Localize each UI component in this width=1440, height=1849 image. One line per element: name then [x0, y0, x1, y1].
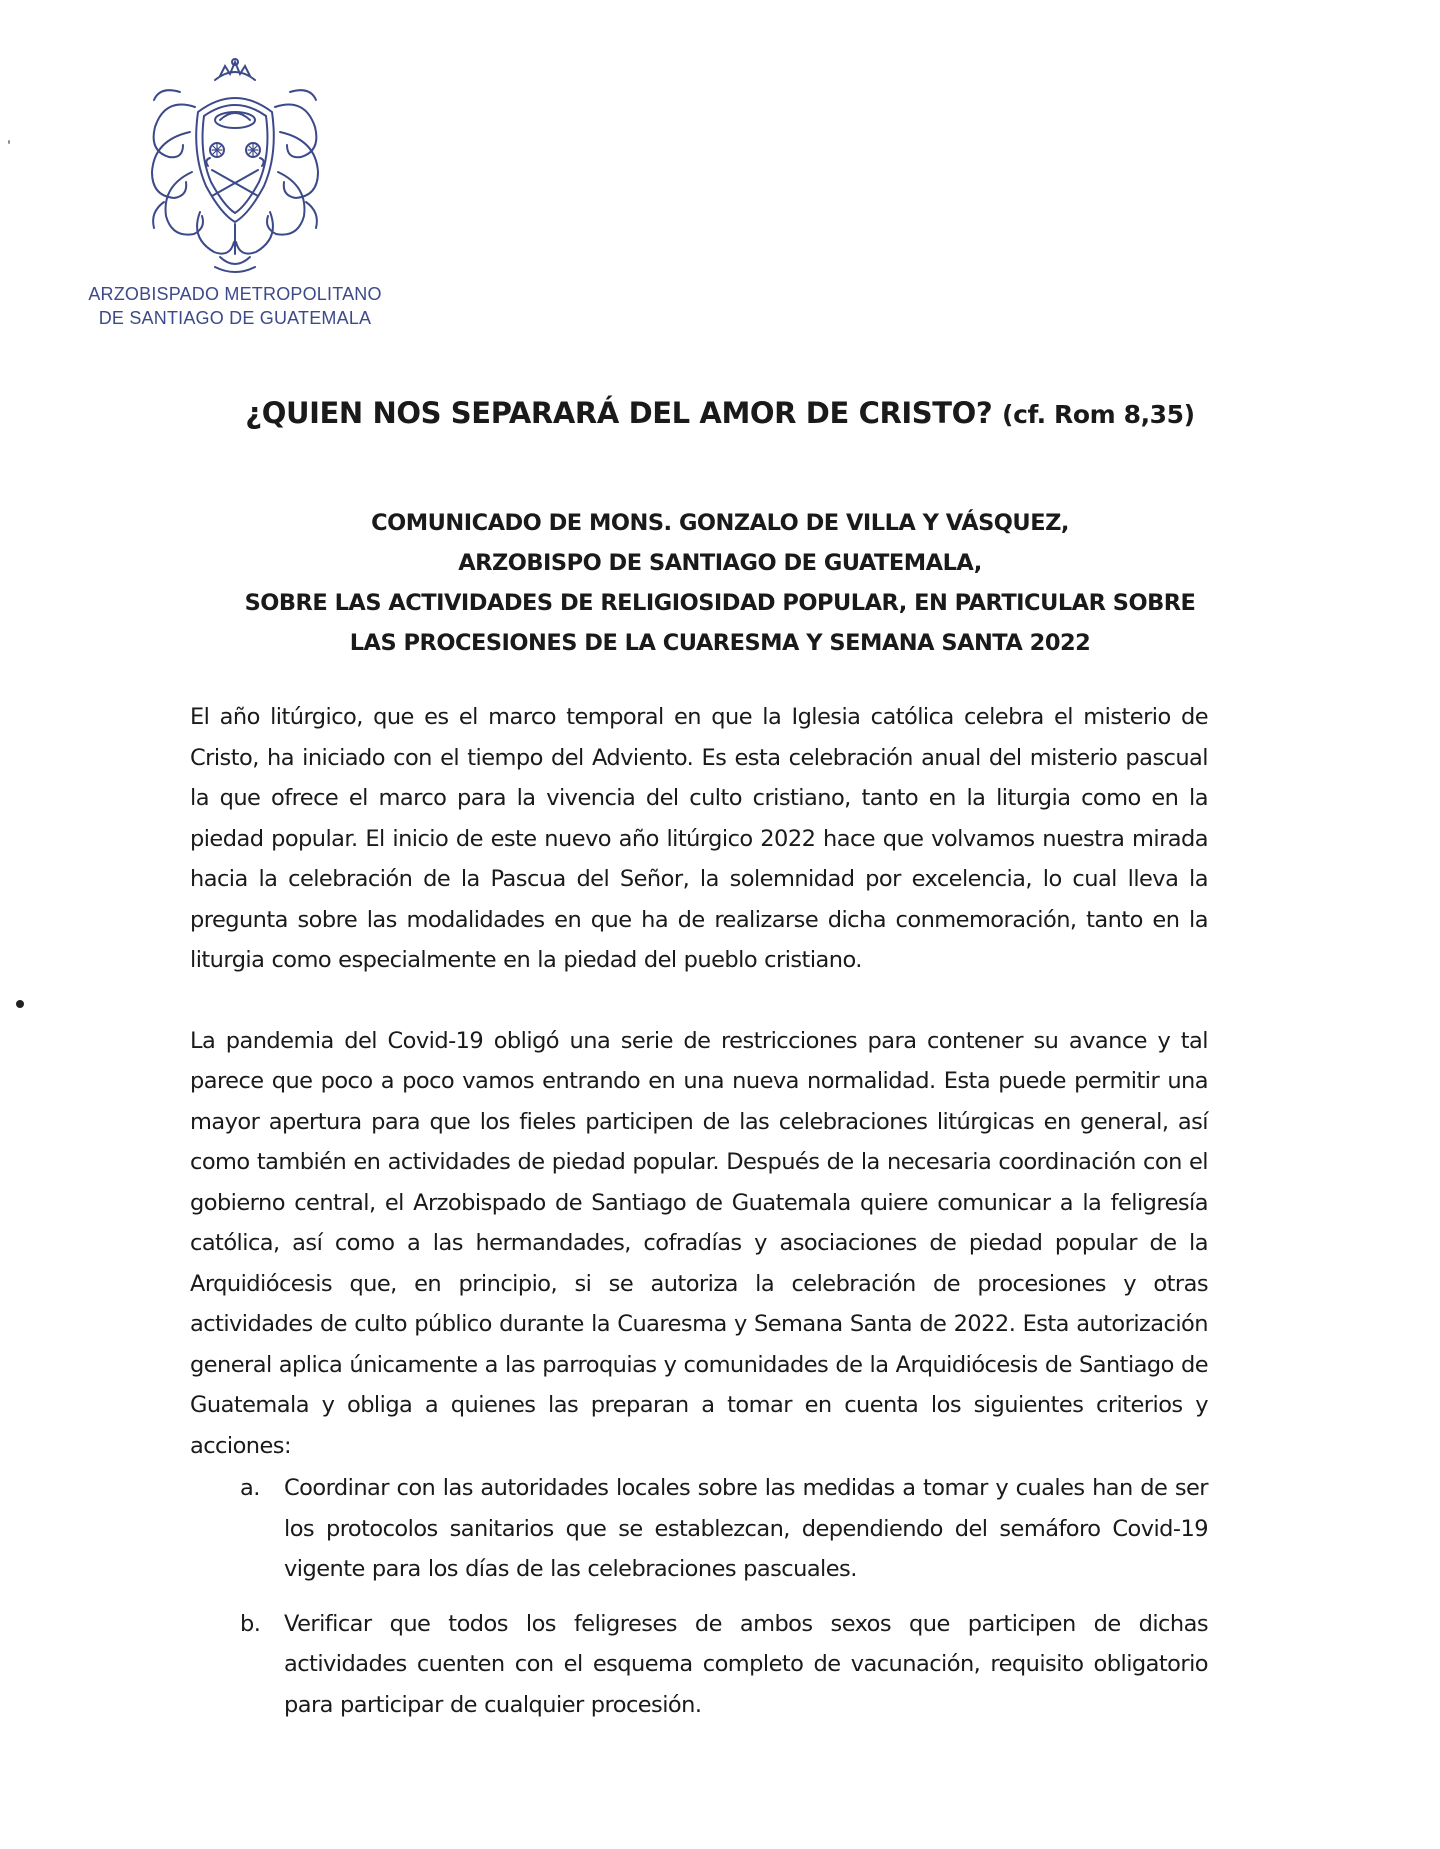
- list-marker: a.: [240, 1475, 260, 1501]
- subtitle-line: ARZOBISPO DE SANTIAGO DE GUATEMALA,: [458, 550, 982, 576]
- scan-speck: [16, 1000, 24, 1008]
- criteria-list: [190, 1468, 1208, 1725]
- subtitle-line: COMUNICADO DE MONS. GONZALO DE VILLA Y VÁSQUEZ,: [371, 510, 1069, 536]
- letterhead: [70, 52, 400, 330]
- list-item: [190, 1468, 1208, 1590]
- list-item-text: Verificar que todos los feligreses de ambos sexos que participen de dichas actividades cuenten con el esquema completo de vacunación, requisito obligatorio para participar de cualquier procesión.: [284, 1610, 1208, 1718]
- subtitle-line: LAS PROCESIONES DE LA CUARESMA Y SEMANA SANTA 2022: [349, 630, 1091, 656]
- org-name-line-2: DE SANTIAGO DE GUATEMALA: [98, 308, 372, 328]
- org-name-line-1: ARZOBISPADO METROPOLITANO: [88, 284, 382, 304]
- paragraph-pandemic: La pandemia del Covid-19 obligó una serie de restricciones para contener su avance y tal parece que poco a poco vamos entrando en una nueva normalidad. Esta puede permitir una mayor apertura para que los fieles participen de las celebraciones litúrgicas en general, así como también en actividades de piedad popular. Después de la necesaria coordinación con el gobierno central, el Arzobispado de Santiago de Guatemala quiere comunicar a la feligresía católica, así como a las hermandades, cofradías y asociaciones de piedad popular de la Arquidiócesis que, en principio, si se autoriza la celebración de procesiones y otras actividades de culto público durante la Cuaresma y Semana Santa de 2022. Esta autorización general aplica únicamente a las parroquias y comunidades de la Arquidiócesis de Santiago de Guatemala y obliga a quienes las preparan a tomar en cuenta los siguientes criterios y acciones:: [190, 1027, 1208, 1459]
- document-body: [190, 697, 1208, 1725]
- title-citation: (cf. Rom 8,35): [1002, 400, 1195, 429]
- scan-speck: [8, 140, 10, 144]
- title-main: ¿QUIEN NOS SEPARARÁ DEL AMOR DE CRISTO?: [245, 396, 993, 430]
- list-item: [190, 1604, 1208, 1726]
- archdiocese-seal-icon: [120, 52, 350, 282]
- document-title: [0, 396, 1440, 430]
- list-item-text: Coordinar con las autoridades locales sobre las medidas a tomar y cuales han de ser los protocolos sanitarios que se establezcan, dependiendo del semáforo Covid-19 vigente para los días de las celebraciones pascuales.: [284, 1475, 1208, 1582]
- paragraph-liturgical-year: El año litúrgico, que es el marco temporal en que la Iglesia católica celebra el misterio de Cristo, ha iniciado con el tiempo del Adviento. Es esta celebración anual del misterio pascual la que ofrece el marco para la vivencia del culto cristiano, tanto en la liturgia como en la piedad popular. El inicio de este nuevo año litúrgico 2022 hace que volvamos nuestra mirada hacia la celebración de la Pascua del Señor, la solemnidad por excelencia, lo cual lleva la pregunta sobre las modalidades en que ha de realizarse dicha conmemoración, tanto en la liturgia como especialmente en la piedad del pueblo cristiano.: [190, 704, 1208, 973]
- list-marker: b.: [240, 1610, 261, 1637]
- subtitle-line: SOBRE LAS ACTIVIDADES DE RELIGIOSIDAD POPULAR, EN PARTICULAR SOBRE: [244, 590, 1196, 616]
- communique-heading: [0, 503, 1440, 663]
